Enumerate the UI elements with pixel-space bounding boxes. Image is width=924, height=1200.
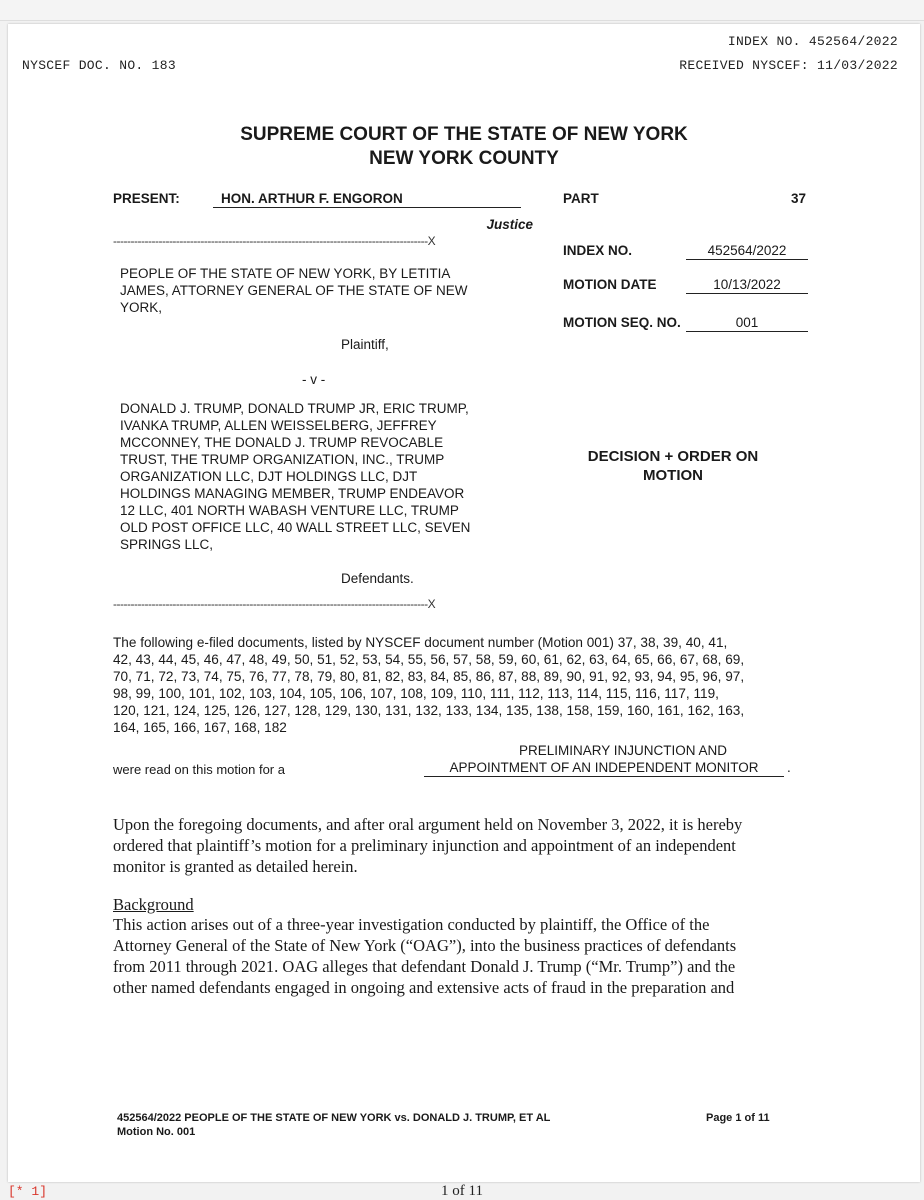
footer-caption: 452564/2022 PEOPLE OF THE STATE OF NEW YORK vs. DONALD J. TRUMP, ET AL [117, 1112, 551, 1124]
court-county: NEW YORK COUNTY [369, 148, 559, 169]
decision-heading-line-1: DECISION + ORDER ON [587, 448, 759, 465]
judge-name: HON. ARTHUR F. ENGORON [213, 190, 521, 208]
defendants-line-8: OLD POST OFFICE LLC, 40 WALL STREET LLC, SEVEN [120, 520, 471, 535]
motion-date-value: 10/13/2022 [686, 276, 808, 294]
defendants-line-3: MCCONNEY, THE DONALD J. TRUMP REVOCABLE [120, 435, 444, 450]
motion-date-label: MOTION DATE [563, 277, 657, 292]
decision-heading-line-2: MOTION [643, 467, 703, 484]
background-line-1: This action arises out of a three-year investigation conducted by plaintiff, the Office of the [113, 915, 710, 934]
index-no-value: 452564/2022 [686, 242, 808, 260]
background-heading: Background [113, 895, 194, 914]
efiled-line-4: 98, 99, 100, 101, 102, 103, 104, 105, 106, 107, 108, 109, 110, 111, 112, 113, 114, 115, 116, 117, 119, [113, 686, 719, 701]
defendants-line-5: ORGANIZATION LLC, DJT HOLDINGS LLC, DJT [120, 469, 418, 484]
efiled-line-5: 120, 121, 124, 125, 126, 127, 128, 129, 130, 131, 132, 133, 134, 135, 138, 158, 159, 160, 161, 162, 163, [113, 703, 745, 718]
part-label: PART [563, 191, 599, 206]
defendants-role: Defendants. [341, 571, 414, 586]
motion-purpose-label: were read on this motion for a [113, 762, 285, 777]
plaintiff-role: Plaintiff, [341, 337, 389, 352]
court-title: SUPREME COURT OF THE STATE OF NEW YORK [240, 124, 688, 145]
defendants-line-4: TRUST, THE TRUMP ORGANIZATION, INC., TRUMP [120, 452, 445, 467]
caption-separator-bottom: ------------------------------------------------------------------------------------------X [113, 597, 436, 611]
plaintiff-line-3: YORK, [120, 300, 163, 315]
motion-seq-label: MOTION SEQ. NO. [563, 315, 681, 330]
intro-line-3: monitor is granted as detailed herein. [113, 857, 358, 876]
versus: - v - [302, 372, 326, 387]
defendants-line-1: DONALD J. TRUMP, DONALD TRUMP JR, ERIC TRUMP, [120, 401, 469, 416]
background-line-3: from 2011 through 2021. OAG alleges that defendant Donald J. Trump (“Mr. Trump”) and the [113, 957, 736, 976]
page-marker: [* 1] [8, 1184, 48, 1199]
header-received: RECEIVED NYSCEF: 11/03/2022 [679, 58, 898, 73]
motion-purpose-line-2: APPOINTMENT OF AN INDEPENDENT MONITOR [424, 759, 784, 777]
page-counter: 1 of 11 [441, 1183, 483, 1199]
plaintiff-line-1: PEOPLE OF THE STATE OF NEW YORK, BY LETITIA [120, 266, 451, 281]
motion-purpose-period: . [787, 760, 791, 775]
justice-title: Justice [486, 217, 533, 232]
intro-line-1: Upon the foregoing documents, and after oral argument held on November 3, 2022, it is hereby [113, 815, 743, 834]
defendants-line-9: SPRINGS LLC, [120, 537, 214, 552]
defendants-line-2: IVANKA TRUMP, ALLEN WEISSELBERG, JEFFREY [120, 418, 437, 433]
motion-seq-value: 001 [686, 314, 808, 332]
part-value: 37 [790, 191, 806, 206]
defendants-line-6: HOLDINGS MANAGING MEMBER, TRUMP ENDEAVOR [120, 486, 465, 501]
viewer-top-strip [0, 0, 924, 21]
efiled-line-3: 70, 71, 72, 73, 74, 75, 76, 77, 78, 79, 80, 81, 82, 83, 84, 85, 86, 87, 88, 89, 90, 91, 92, 93, 94, 95, 96, 97, [113, 669, 745, 684]
present-label: PRESENT: [113, 191, 180, 206]
plaintiff-line-2: JAMES, ATTORNEY GENERAL OF THE STATE OF NEW [120, 283, 468, 298]
background-line-4: other named defendants engaged in ongoing and extensive acts of fraud in the preparation and [113, 978, 735, 997]
index-no-label: INDEX NO. [563, 243, 633, 258]
caption-separator-top: ------------------------------------------------------------------------------------------X [113, 234, 436, 248]
footer-motion: Motion No. 001 [117, 1126, 196, 1138]
efiled-line-6: 164, 165, 166, 167, 168, 182 [113, 720, 287, 735]
background-line-2: Attorney General of the State of New York (“OAG”), into the business practices of defendants [113, 936, 737, 955]
motion-purpose-line-1: PRELIMINARY INJUNCTION AND [518, 743, 728, 758]
footer-page: Page 1 of 11 [706, 1112, 770, 1124]
header-nyscef-doc: NYSCEF DOC. NO. 183 [22, 58, 176, 73]
efiled-line-2: 42, 43, 44, 45, 46, 47, 48, 49, 50, 51, 52, 53, 54, 55, 56, 57, 58, 59, 60, 61, 62, 63, 64, 65, 66, 67, 68, 69, [113, 652, 745, 667]
defendants-line-7: 12 LLC, 401 NORTH WABASH VENTURE LLC, TRUMP [120, 503, 459, 518]
intro-line-2: ordered that plaintiff’s motion for a preliminary injunction and appointment of an independent [113, 836, 736, 855]
document-page [8, 24, 920, 1182]
efiled-line-1: The following e-filed documents, listed by NYSCEF document number (Motion 001) 37, 38, 39, 40, 41, [113, 635, 728, 650]
header-index-no: INDEX NO. 452564/2022 [727, 34, 898, 49]
